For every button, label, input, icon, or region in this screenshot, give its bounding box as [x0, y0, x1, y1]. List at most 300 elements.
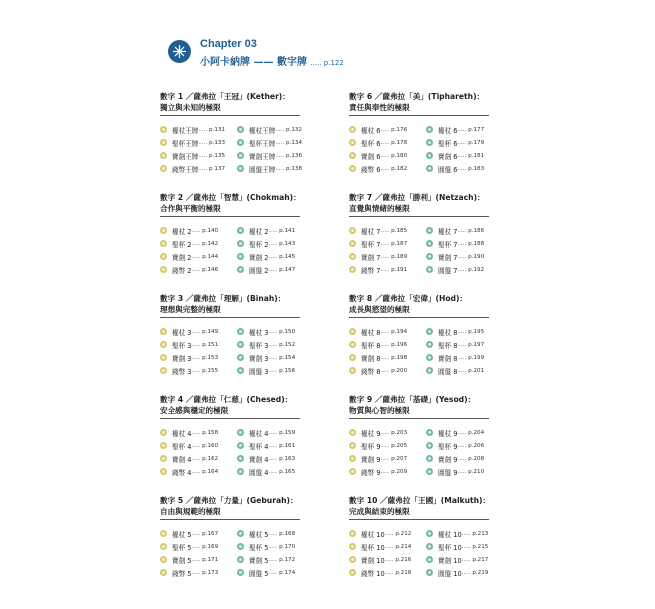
toc-entry[interactable] [426, 264, 503, 275]
toc-entry[interactable] [237, 225, 314, 236]
bullet-icon [237, 126, 244, 133]
card-name: 寶劍王牌 [172, 152, 199, 161]
bullet-icon [160, 468, 167, 475]
bullet-icon [160, 442, 167, 449]
page-number: ..... p.206 [457, 442, 485, 449]
bullet-icon [160, 328, 167, 335]
toc-entry[interactable] [426, 554, 503, 565]
bullet-icon [426, 253, 433, 260]
card-name: 聖杯 9 [438, 442, 458, 451]
toc-entry[interactable] [349, 264, 426, 275]
bullet-icon [160, 556, 167, 563]
toc-entry[interactable] [160, 541, 237, 552]
card-name: 錢幣 7 [361, 266, 381, 275]
bullet-icon [349, 569, 356, 576]
toc-entry[interactable] [237, 466, 314, 477]
page-number: ..... p.182 [380, 165, 408, 172]
card-name: 權杖 10 [361, 530, 385, 539]
card-name: 寶劍 9 [361, 455, 381, 464]
section-divider [349, 115, 489, 116]
toc-entry[interactable] [426, 150, 503, 161]
card-name: 錢幣 5 [172, 569, 192, 578]
bullet-icon [349, 253, 356, 260]
section-subtitle: 責任與奉性的極限 [349, 103, 410, 112]
card-name: 聖杯 5 [249, 543, 269, 552]
page-number: ..... p.177 [457, 126, 485, 133]
bullet-icon [349, 367, 356, 374]
bullet-icon [426, 354, 433, 361]
toc-entry[interactable] [426, 163, 503, 174]
bullet-icon [426, 165, 433, 172]
page-number: ..... p.134 [275, 139, 303, 146]
card-name: 權杖 3 [172, 328, 192, 337]
card-name: 寶劍 8 [438, 354, 458, 363]
bullet-icon [349, 266, 356, 273]
toc-entry[interactable] [160, 466, 237, 477]
section-divider [349, 418, 489, 419]
card-name: 寶劍 3 [249, 354, 269, 363]
toc-entry[interactable] [237, 238, 314, 249]
page-number: ..... p.189 [380, 253, 408, 260]
toc-entry[interactable] [237, 137, 314, 148]
page-number: ..... p.136 [275, 152, 303, 159]
toc-section [160, 293, 320, 394]
card-name: 聖杯 3 [172, 341, 192, 350]
page-number: ..... p.142 [191, 240, 219, 247]
section-title: 數字 8 ／薩弗拉「宏偉」(Hod)： [349, 294, 468, 303]
toc-entry[interactable] [349, 541, 426, 552]
toc-entry[interactable] [349, 427, 426, 438]
page-number: ..... p.218 [384, 569, 412, 576]
page-number: ..... p.204 [457, 429, 485, 436]
page-number: ..... p.210 [457, 468, 485, 475]
page-number: ..... p.207 [380, 455, 408, 462]
page-number: ..... p.153 [191, 354, 219, 361]
card-name: 聖杯 8 [361, 341, 381, 350]
toc-section [160, 192, 320, 293]
card-name: 聖杯 8 [438, 341, 458, 350]
section-subtitle: 安全感與穩定的極限 [160, 406, 229, 415]
section-divider [160, 115, 300, 116]
section-title: 數字 1 ／薩弗拉「王冠」(Kether)： [160, 92, 290, 101]
card-name: 聖杯 5 [172, 543, 192, 552]
card-name: 寶劍 3 [172, 354, 192, 363]
star-icon [168, 40, 191, 63]
section-subtitle: 完成與結束的極限 [349, 507, 410, 516]
bullet-icon [349, 556, 356, 563]
toc-entry[interactable] [237, 352, 314, 363]
toc-entry[interactable] [349, 163, 426, 174]
toc-entry[interactable] [349, 326, 426, 337]
section-divider [160, 216, 300, 217]
card-name: 錢幣王牌 [172, 165, 199, 174]
bullet-icon [426, 240, 433, 247]
page-number: ..... p.140 [191, 227, 219, 234]
toc-entry[interactable] [426, 339, 503, 350]
bullet-icon [237, 328, 244, 335]
chapter-subtitle [200, 53, 344, 68]
card-name: 寶劍 8 [361, 354, 381, 363]
toc-entry[interactable] [160, 365, 237, 376]
bullet-icon [426, 530, 433, 537]
bullet-icon [349, 354, 356, 361]
card-name: 錢幣 3 [172, 367, 192, 376]
bullet-icon [237, 139, 244, 146]
card-name: 寶劍 7 [361, 253, 381, 262]
toc-entry[interactable] [426, 567, 503, 578]
page-number: ..... p.174 [268, 569, 296, 576]
toc-entry[interactable] [349, 567, 426, 578]
page-number: ..... p.180 [380, 152, 408, 159]
card-name: 寶劍 6 [361, 152, 381, 161]
entry-list [160, 326, 320, 376]
page-number: ..... p.154 [268, 354, 296, 361]
toc-entry[interactable] [237, 365, 314, 376]
card-name: 圓盤 4 [249, 468, 269, 477]
toc-entry[interactable] [349, 365, 426, 376]
card-name: 圓盤 5 [249, 569, 269, 578]
section-divider [349, 519, 489, 520]
card-name: 權杖 6 [361, 126, 381, 135]
toc-entry[interactable] [349, 440, 426, 451]
entry-list [349, 528, 509, 578]
bullet-icon [426, 266, 433, 273]
toc-entry[interactable] [237, 567, 314, 578]
card-name: 聖杯 6 [438, 139, 458, 148]
bullet-icon [237, 569, 244, 576]
bullet-icon [349, 139, 356, 146]
bullet-icon [349, 328, 356, 335]
toc-entry[interactable] [160, 264, 237, 275]
toc-entry[interactable] [349, 466, 426, 477]
page-number: ..... p.173 [191, 569, 219, 576]
bullet-icon [237, 468, 244, 475]
toc-entry[interactable] [160, 225, 237, 236]
page-number: ..... p.145 [268, 253, 296, 260]
toc-entry[interactable] [160, 124, 237, 135]
page-number: ..... p.192 [457, 266, 485, 273]
card-name: 權杖 6 [438, 126, 458, 135]
toc-entry[interactable] [426, 541, 503, 552]
card-name: 聖杯 4 [172, 442, 192, 451]
toc-entry[interactable] [160, 528, 237, 539]
page-number: ..... p.195 [457, 328, 485, 335]
bullet-icon [349, 442, 356, 449]
page-number: ..... p.217 [461, 556, 489, 563]
entry-list [349, 427, 509, 477]
card-name: 寶劍 2 [249, 253, 269, 262]
toc-section [349, 293, 509, 394]
bullet-icon [349, 126, 356, 133]
bullet-icon [160, 227, 167, 234]
toc-entry[interactable] [426, 440, 503, 451]
card-name: 權杖 8 [361, 328, 381, 337]
toc-entry[interactable] [160, 453, 237, 464]
toc-entry[interactable] [237, 339, 314, 350]
card-name: 寶劍 4 [172, 455, 192, 464]
entry-list [349, 326, 509, 376]
bullet-icon [426, 442, 433, 449]
page-number: ..... p.135 [198, 152, 226, 159]
toc-entry[interactable] [426, 225, 503, 236]
toc-entry[interactable] [237, 150, 314, 161]
page-number: ..... p.199 [457, 354, 485, 361]
page-number: ..... p.149 [191, 328, 219, 335]
card-name: 權杖 7 [361, 227, 381, 236]
bullet-icon [237, 455, 244, 462]
section-title: 數字 10 ／薩弗拉「王國」(Malkuth)： [349, 496, 491, 505]
page-number: ..... p.198 [380, 354, 408, 361]
bullet-icon [237, 543, 244, 550]
page-number: ..... p.172 [268, 556, 296, 563]
page-number: ..... p.214 [384, 543, 412, 550]
bullet-icon [237, 266, 244, 273]
page-number: ..... p.187 [380, 240, 408, 247]
toc-entry[interactable] [237, 251, 314, 262]
card-name: 寶劍 7 [438, 253, 458, 262]
section-divider [160, 418, 300, 419]
toc-entry[interactable] [349, 251, 426, 262]
card-name: 權杖 8 [438, 328, 458, 337]
card-name: 寶劍 2 [172, 253, 192, 262]
page-number: ..... p.141 [268, 227, 296, 234]
bullet-icon [237, 354, 244, 361]
toc-entry[interactable] [160, 567, 237, 578]
toc-entry[interactable] [349, 352, 426, 363]
bullet-icon [349, 543, 356, 550]
toc-entry[interactable] [426, 137, 503, 148]
bullet-icon [160, 139, 167, 146]
toc-entry[interactable] [237, 541, 314, 552]
toc-entry[interactable] [426, 238, 503, 249]
bullet-icon [426, 227, 433, 234]
page-number: ..... p.197 [457, 341, 485, 348]
toc-entry[interactable] [160, 352, 237, 363]
section-title: 數字 6 ／薩弗拉「美」(Tiphareth)： [349, 92, 485, 101]
card-name: 權杖 4 [172, 429, 192, 438]
toc-entry[interactable] [426, 251, 503, 262]
page-number: ..... p.158 [191, 429, 219, 436]
toc-entry[interactable] [160, 440, 237, 451]
bullet-icon [426, 367, 433, 374]
card-name: 聖杯 2 [172, 240, 192, 249]
card-name: 圓盤 6 [438, 165, 458, 174]
card-name: 權杖 10 [438, 530, 462, 539]
toc-entry[interactable] [160, 554, 237, 565]
card-name: 寶劍王牌 [249, 152, 276, 161]
bullet-icon [160, 429, 167, 436]
toc-entry[interactable] [237, 124, 314, 135]
page-number: ..... p.185 [380, 227, 408, 234]
bullet-icon [349, 240, 356, 247]
card-name: 權杖王牌 [249, 126, 276, 135]
bullet-icon [349, 530, 356, 537]
bullet-icon [160, 253, 167, 260]
card-name: 寶劍 10 [361, 556, 385, 565]
card-name: 寶劍 9 [438, 455, 458, 464]
toc-entry[interactable] [349, 453, 426, 464]
card-name: 權杖王牌 [172, 126, 199, 135]
card-name: 圓盤 3 [249, 367, 269, 376]
toc-entry[interactable] [426, 528, 503, 539]
page-number: ..... p.146 [191, 266, 219, 273]
toc-entry[interactable] [160, 339, 237, 350]
page-number: ..... p.156 [268, 367, 296, 374]
bullet-icon [160, 341, 167, 348]
toc-section [349, 495, 509, 596]
toc-entry[interactable] [160, 427, 237, 438]
card-name: 聖杯 3 [249, 341, 269, 350]
toc-entry[interactable] [426, 365, 503, 376]
section-divider [349, 216, 489, 217]
bullet-icon [426, 468, 433, 475]
toc-entry[interactable] [160, 137, 237, 148]
card-name: 權杖 5 [172, 530, 192, 539]
toc-entry[interactable] [160, 163, 237, 174]
page-number: ..... p.215 [461, 543, 489, 550]
page-number: ..... p.194 [380, 328, 408, 335]
toc-section [160, 394, 320, 495]
toc-entry[interactable] [349, 137, 426, 148]
toc-entry[interactable] [349, 124, 426, 135]
bullet-icon [426, 569, 433, 576]
bullet-icon [160, 367, 167, 374]
left-column [160, 91, 320, 596]
toc-entry[interactable] [349, 150, 426, 161]
toc-section [160, 91, 320, 192]
bullet-icon [237, 530, 244, 537]
page-number: ..... p.209 [380, 468, 408, 475]
toc-entry[interactable] [426, 427, 503, 438]
bullet-icon [426, 341, 433, 348]
card-name: 權杖 9 [361, 429, 381, 438]
toc-entry[interactable] [426, 453, 503, 464]
toc-section [349, 91, 509, 192]
entry-list [160, 124, 320, 174]
toc-entry[interactable] [349, 554, 426, 565]
section-title: 數字 3 ／薩弗拉「理解」(Binah)： [160, 294, 286, 303]
toc-entry[interactable] [349, 225, 426, 236]
toc-entry[interactable] [349, 339, 426, 350]
toc-entry[interactable] [237, 163, 314, 174]
card-name: 聖杯 7 [361, 240, 381, 249]
card-name: 權杖 2 [172, 227, 192, 236]
card-name: 錢幣 6 [361, 165, 381, 174]
section-title: 數字 9 ／薩弗拉「基礎」(Yesod)： [349, 395, 476, 404]
bullet-icon [349, 227, 356, 234]
section-subtitle: 自由與規範的極限 [160, 507, 221, 516]
toc-entry[interactable] [237, 264, 314, 275]
page-number: ..... p.163 [268, 455, 296, 462]
toc-entry[interactable] [237, 326, 314, 337]
page-number: ..... p.167 [191, 530, 219, 537]
card-name: 聖杯 9 [361, 442, 381, 451]
entry-list [160, 225, 320, 275]
page-number: ..... p.191 [380, 266, 408, 273]
page-number: ..... p.186 [457, 227, 485, 234]
card-name: 權杖 4 [249, 429, 269, 438]
toc-section [349, 192, 509, 293]
right-column [349, 91, 509, 596]
card-name: 寶劍 5 [249, 556, 269, 565]
card-name: 錢幣 2 [172, 266, 192, 275]
bullet-icon [160, 165, 167, 172]
bullet-icon [426, 139, 433, 146]
page-number: ..... p.212 [384, 530, 412, 537]
bullet-icon [160, 569, 167, 576]
page-number: ..... p.152 [268, 341, 296, 348]
card-name: 錢幣 8 [361, 367, 381, 376]
toc-entry[interactable] [349, 238, 426, 249]
section-subtitle: 獨立與未知的極限 [160, 103, 221, 112]
card-name: 錢幣 10 [361, 569, 385, 578]
page-number: ..... p.133 [198, 139, 226, 146]
bullet-icon [349, 152, 356, 159]
toc-entry[interactable] [237, 427, 314, 438]
entry-list [160, 427, 320, 477]
toc-entry[interactable] [237, 453, 314, 464]
toc-entry[interactable] [237, 528, 314, 539]
section-subtitle: 合作與平衡的極限 [160, 204, 221, 213]
page-number: ..... p.205 [380, 442, 408, 449]
page-number: ..... p.170 [268, 543, 296, 550]
bullet-icon [349, 468, 356, 475]
toc-entry[interactable] [160, 238, 237, 249]
toc-entry[interactable] [160, 251, 237, 262]
entry-list [160, 528, 320, 578]
card-name: 寶劍 4 [249, 455, 269, 464]
bullet-icon [237, 429, 244, 436]
toc-entry[interactable] [426, 466, 503, 477]
page-number: ..... p.159 [268, 429, 296, 436]
card-name: 圓盤王牌 [249, 165, 276, 174]
entry-list [349, 225, 509, 275]
toc-entry[interactable] [237, 440, 314, 451]
bullet-icon [237, 227, 244, 234]
bullet-icon [237, 253, 244, 260]
toc-entry[interactable] [426, 124, 503, 135]
section-title: 數字 5 ／薩弗拉「力量」(Geburah)： [160, 496, 298, 505]
page-number: ..... p.190 [457, 253, 485, 260]
bullet-icon [237, 341, 244, 348]
card-name: 寶劍 6 [438, 152, 458, 161]
card-name: 權杖 9 [438, 429, 458, 438]
page-number: ..... p.201 [457, 367, 485, 374]
page-number: ..... p.169 [191, 543, 219, 550]
toc-entry[interactable] [349, 528, 426, 539]
toc-entry[interactable] [160, 150, 237, 161]
bullet-icon [426, 126, 433, 133]
toc-entry[interactable] [237, 554, 314, 565]
page-number: ..... p.179 [457, 139, 485, 146]
card-name: 權杖 2 [249, 227, 269, 236]
toc-entry[interactable] [160, 326, 237, 337]
page-number: ..... p.181 [457, 152, 485, 159]
card-name: 聖杯王牌 [249, 139, 276, 148]
page-number: ..... p.162 [191, 455, 219, 462]
bullet-icon [160, 543, 167, 550]
page-number: ..... p.213 [461, 530, 489, 537]
section-subtitle: 物質與心智的極限 [349, 406, 410, 415]
bullet-icon [426, 328, 433, 335]
toc-entry[interactable] [426, 326, 503, 337]
bullet-icon [160, 266, 167, 273]
card-name: 聖杯 10 [438, 543, 462, 552]
card-name: 聖杯 7 [438, 240, 458, 249]
toc-entry[interactable] [426, 352, 503, 363]
card-name: 權杖 7 [438, 227, 458, 236]
card-name: 錢幣 4 [172, 468, 192, 477]
